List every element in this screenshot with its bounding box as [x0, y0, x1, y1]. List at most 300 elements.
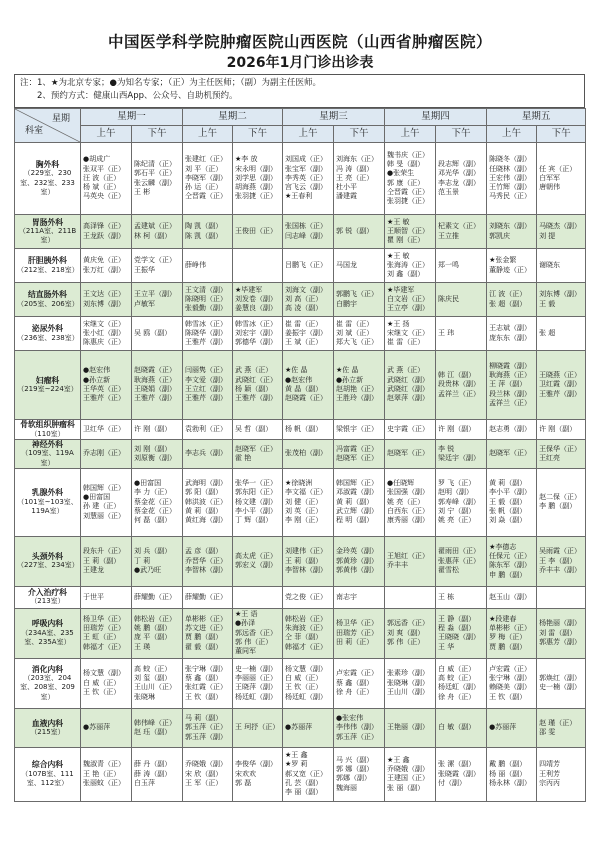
afternoon-doctors-cell: [436, 420, 487, 440]
afternoon-doctors-cell: [334, 249, 385, 283]
doctor-entry: 孙 建（正）: [83, 502, 121, 511]
morning-doctors-cell: [81, 586, 132, 608]
doctor-entry: 乔晋华（正）: [185, 556, 228, 565]
doctor-entry: 郭远香（正）: [235, 628, 278, 637]
afternoon-doctors-cell: [132, 215, 183, 249]
department-rooms: （212室、218室）: [17, 265, 79, 274]
department-name: 泌尿外科: [31, 324, 64, 334]
doctor-entry: 白 威（正）: [285, 674, 323, 683]
morning-doctors-cell: [81, 351, 132, 420]
doctor-entry: 陈惠庆（正）: [83, 338, 125, 347]
morning-doctors-cell: [183, 747, 233, 801]
morning-doctors-cell: [81, 658, 132, 708]
doctor-entry: 邵 雯: [539, 727, 556, 736]
doctor-entry: 刘原衡（副）: [134, 453, 176, 462]
doctor-entry: 王 珂抒（正）: [235, 723, 280, 732]
department-rooms: （109室、119A室）: [21, 449, 74, 467]
doctor-entry: 王山川（副）: [387, 688, 430, 697]
doctor-entry: 赵晓军（正）: [235, 444, 278, 453]
department-cell: [15, 536, 81, 586]
afternoon-doctors-cell: [334, 536, 385, 586]
doctor-entry: 王 毅: [539, 299, 556, 308]
doctor-entry: 王旭红（正）: [387, 552, 430, 561]
department-rooms: （215室）: [30, 727, 65, 736]
doctor-entry: 李文爱（副）: [185, 375, 228, 384]
department-row: [15, 747, 586, 801]
doctor-entry: 董静迹（正）: [489, 265, 532, 274]
doctor-entry: 郭黄珍（副）: [336, 556, 379, 565]
page-subtitle: 2026年1月门诊出诊表: [226, 55, 374, 71]
afternoon-doctors-cell: [132, 143, 183, 215]
doctor-entry: ●张宏伟: [336, 713, 364, 722]
doctor-entry: 杨文建（副）: [235, 497, 278, 506]
morning-doctors-cell: [81, 440, 132, 469]
doctor-entry: 张小红（副）: [83, 328, 125, 337]
doctor-entry: 张 超: [539, 328, 556, 337]
doctor-entry: 郭黄伟（副）: [336, 566, 379, 575]
doctor-entry: 申 鹏（副）: [489, 570, 527, 579]
doctor-entry: 宋永明（副）: [235, 164, 278, 173]
doctor-entry: 宫飞云（副）: [285, 183, 328, 192]
doctor-entry: ●赵宏伟: [83, 366, 111, 375]
doctor-entry: 李晓军（副）: [185, 173, 228, 182]
doctor-entry: 刘 健（正）: [285, 497, 323, 506]
afternoon-doctors-cell: [537, 143, 586, 215]
day-header: 星期一: [81, 109, 183, 126]
afternoon-doctors-cell: [436, 283, 487, 317]
afternoon-doctors-cell: [436, 143, 487, 215]
doctor-entry: 郭 阳（副）: [185, 488, 223, 497]
doctor-entry: 韩松岩（正）: [134, 614, 176, 623]
morning-doctors-cell: [183, 468, 233, 536]
doctor-entry: 王建国（正）: [387, 774, 430, 783]
doctor-entry: 高 蛟（正）: [134, 664, 172, 673]
department-name: 头颈外科: [31, 552, 64, 562]
doctor-entry: 张惠萍（正）: [438, 556, 481, 565]
department-row: [15, 608, 586, 658]
morning-doctors-cell: [183, 586, 233, 608]
afternoon-doctors-cell: [334, 586, 385, 608]
doctor-entry: 郭 伟（正）: [387, 638, 425, 647]
doctor-entry: 王雅芹（副）: [185, 394, 228, 403]
department-row: [15, 143, 586, 215]
doctor-entry: 闫丽隽（正）: [185, 366, 228, 375]
doctor-entry: 郭远香（正）: [387, 619, 430, 628]
department-cell: [15, 586, 81, 608]
morning-doctors-cell: [487, 249, 537, 283]
doctor-entry: 吴雨霞（正）: [539, 547, 582, 556]
morning-doctors-cell: [183, 283, 233, 317]
doctor-entry: 刘海文（副）: [285, 285, 328, 294]
roster-table: [14, 108, 586, 802]
doctor-entry: 杨卫华（正）: [83, 614, 125, 623]
doctor-entry: 武 燕（正）: [387, 366, 425, 375]
doctor-entry: 付（副）: [438, 779, 467, 788]
doctor-entry: 乔晓娥（副）: [387, 765, 430, 774]
department-rooms: （203室、204室、208室、209室）: [20, 674, 75, 701]
morning-doctors-cell: [385, 440, 436, 469]
doctor-entry: 赵翠萍（副）: [387, 394, 430, 403]
doctor-entry: 杨 帆（副）: [285, 424, 323, 433]
doctor-entry: 杨 颖（副）: [235, 385, 273, 393]
doctor-entry: 王 钦（正）: [83, 688, 121, 697]
doctor-entry: 张 帆（副）: [489, 507, 527, 516]
doctor-entry: 李志兵（副）: [185, 449, 228, 458]
doctor-entry: 陶 凯（副）: [185, 222, 223, 231]
doctor-entry: 许 刚（副）: [134, 424, 172, 433]
afternoon-doctors-cell: [537, 708, 586, 747]
afternoon-doctors-cell: [334, 708, 385, 747]
doctor-entry: 霍 艳: [235, 453, 252, 462]
doctor-entry: 杨卫华（正）: [336, 619, 379, 628]
doctor-entry: 田瑞芳（正）: [83, 624, 125, 633]
morning-doctors-cell: [283, 586, 334, 608]
afternoon-doctors-cell: [334, 143, 385, 215]
doctor-entry: 金玲英（副）: [336, 547, 379, 556]
department-cell: [15, 608, 81, 658]
doctor-entry: 蔡 鑫（副）: [336, 678, 374, 687]
morning-doctors-cell: [183, 351, 233, 420]
morning-doctors-cell: [81, 747, 132, 801]
doctor-entry: 徐 舟（正）: [336, 688, 374, 697]
doctor-entry: 韩 旻（副）: [387, 159, 425, 168]
afternoon-doctors-cell: [132, 747, 183, 801]
morning-doctors-cell: [283, 283, 334, 317]
doctor-entry: ★王 敏: [387, 251, 410, 260]
doctor-entry: 徐 舟（正）: [438, 692, 476, 701]
department-row: [15, 283, 586, 317]
doctor-entry: 任 宾（正）: [539, 164, 577, 173]
afternoon-doctors-cell: [233, 215, 283, 249]
doctor-entry: 薛 丹（副）: [134, 760, 172, 769]
doctor-entry: 赵 瑾（正）: [539, 718, 577, 727]
doctor-entry: 翟雨田（正）: [438, 547, 481, 556]
doctor-entry: 杨 丽（副）: [489, 769, 527, 778]
doctor-entry: 马秀民（正）: [489, 192, 532, 201]
doctor-entry: 刘 高（正）: [285, 294, 323, 303]
morning-doctors-cell: [487, 468, 537, 536]
doctor-entry: 刘东博（副）: [539, 290, 582, 299]
doctor-entry: 张晓琳（副）: [387, 678, 430, 687]
morning-doctors-cell: [183, 708, 233, 747]
department-cell: [15, 215, 81, 249]
doctor-entry: 宋 欣（副）: [185, 769, 223, 778]
morning-doctors-cell: [487, 608, 537, 658]
doctor-entry: 姚 亮（正）: [438, 516, 476, 525]
morning-doctors-cell: [183, 420, 233, 440]
afternoon-doctors-cell: [233, 747, 283, 801]
doctor-entry: ★李 放: [235, 155, 258, 164]
doctor-entry: 薛峥伟: [185, 260, 207, 269]
doctor-entry: 梁银宇（正）: [336, 424, 379, 433]
department-name: 肝胆胰外科: [28, 256, 67, 266]
doctor-entry: 杨廷虹（副）: [438, 683, 481, 692]
department-rooms: （110室）: [30, 429, 65, 438]
department-row: [15, 658, 586, 708]
doctor-entry: 武晓红（副）: [387, 385, 430, 393]
doctor-entry: 崔 雷（正）: [387, 338, 425, 347]
doctor-entry: 刘发卷（副）: [235, 294, 278, 303]
doctor-entry: 罗 梅（正）: [489, 633, 527, 642]
doctor-entry: 韩国辉（正）: [336, 479, 379, 488]
doctor-entry: 吕鹏飞（正）: [285, 260, 328, 269]
doctor-entry: 李 丽（副）: [285, 788, 323, 797]
morning-doctors-cell: [183, 440, 233, 469]
morning-doctors-cell: [283, 143, 334, 215]
doctor-entry: 汪 波（正）: [83, 173, 121, 182]
doctor-entry: 姜振宇（副）: [285, 328, 328, 337]
department-row: [15, 215, 586, 249]
doctor-entry: 丁 莉: [134, 556, 151, 565]
doctor-entry: 王 虹（正）: [83, 633, 121, 642]
doctor-entry: 张万红（副）: [83, 265, 125, 274]
afternoon-doctors-cell: [233, 608, 283, 658]
doctor-entry: 魏淑青（正）: [83, 760, 125, 769]
doctor-entry: 刘东博（副）: [83, 299, 125, 308]
doctor-entry: 薛耀勤（正）: [185, 592, 228, 601]
afternoon-doctors-cell: [537, 351, 586, 420]
doctor-entry: 马晓杰（副）: [539, 222, 582, 231]
doctor-entry: 郭 娜（副）: [336, 765, 374, 774]
doctor-entry: ●赵宏伟: [285, 375, 313, 384]
doctor-entry: 宗丙丙: [539, 779, 561, 788]
morning-doctors-cell: [487, 351, 537, 420]
afternoon-doctors-cell: [436, 708, 487, 747]
doctor-entry: 郭玉萍（副）: [185, 732, 228, 741]
doctor-entry: 杨艳丽（副）: [539, 619, 582, 628]
doctor-entry: 宋继文（正）: [83, 319, 125, 328]
department-row: [15, 420, 586, 440]
doctor-entry: 王晓萍（副）: [235, 683, 278, 692]
doctor-entry: 王 莉（副）: [83, 556, 121, 565]
doctor-entry: 张国强（副）: [387, 488, 430, 497]
afternoon-doctors-cell: [334, 317, 385, 351]
afternoon-doctors-cell: [233, 468, 283, 536]
doctor-entry: 刘 平（正）: [185, 164, 223, 173]
doctor-entry: 王 彬: [134, 187, 151, 196]
doctor-entry: 冯富霞（正）: [336, 444, 379, 453]
doctor-entry: 陈 凯（副）: [185, 231, 223, 240]
doctor-entry: 郭鹏飞（正）: [336, 290, 379, 299]
doctor-entry: 郭玉萍（正）: [336, 732, 379, 741]
department-rooms: （101室~103室、119A室）: [17, 497, 78, 516]
doctor-entry: 高太虎（正）: [235, 552, 278, 561]
doctor-entry: 赵 珏（副）: [134, 727, 172, 736]
doctor-entry: 史宇霞（正）: [387, 424, 430, 433]
doctor-entry: 张丽蚊（正）: [83, 779, 125, 788]
doctor-entry: 郭寿峰（副）: [438, 497, 481, 506]
doctor-entry: 王山川（正）: [134, 683, 176, 692]
morning-doctors-cell: [487, 143, 537, 215]
doctor-entry: 王利芳: [539, 769, 561, 778]
doctor-entry: 胡海燕（副）: [235, 183, 278, 192]
doctor-entry: 郭东阳（正）: [235, 488, 278, 497]
doctor-entry: 王 军（正）: [185, 779, 223, 788]
morning-doctors-cell: [385, 708, 436, 747]
doctor-entry: 刘宏宇（副）: [235, 328, 278, 337]
doctor-entry: 王晓晓（副）: [438, 633, 481, 642]
department-rooms: （236室、238室）: [17, 333, 79, 342]
morning-header: 上午: [183, 126, 233, 143]
doctor-entry: 黄 莉（副）: [185, 507, 223, 516]
doctor-entry: 林 柯（副）: [134, 231, 172, 240]
doctor-entry: 黄庆免（正）: [83, 256, 125, 265]
doctor-entry: 李 锐: [438, 444, 455, 453]
morning-doctors-cell: [283, 468, 334, 536]
department-cell: [15, 440, 81, 469]
doctor-entry: 薛耀勤（正）: [134, 592, 176, 601]
doctor-entry: 王雅芹（副）: [235, 394, 278, 403]
department-row: [15, 468, 586, 536]
doctor-entry: 薛 涛（副）: [134, 769, 172, 778]
doctor-entry: 郭焕红（副）: [539, 674, 582, 683]
doctor-entry: 白军军: [539, 173, 561, 182]
afternoon-doctors-cell: [334, 440, 385, 469]
doctor-entry: 谢晓东: [539, 260, 561, 269]
doctor-entry: 韩福才（正）: [285, 642, 328, 651]
afternoon-doctors-cell: [436, 468, 487, 536]
department-rooms: （107B室、111室、112室）: [21, 769, 74, 788]
doctor-entry: 张云麟（副）: [134, 178, 176, 187]
doctor-entry: ★王春利: [285, 192, 313, 201]
doctor-entry: 赵胡艳（正）: [336, 385, 379, 393]
doctor-entry: 白西东（正）: [387, 507, 430, 516]
doctor-entry: 赵晓霞（正）: [134, 366, 176, 375]
doctor-entry: 王雅芹（副）: [185, 338, 228, 347]
afternoon-doctors-cell: [436, 586, 487, 608]
doctor-entry: 卫红霞（副）: [539, 380, 582, 389]
doctor-entry: 乔丰丰: [387, 561, 409, 570]
doctor-entry: 郭 伟（正）: [235, 638, 273, 647]
afternoon-doctors-cell: [233, 249, 283, 283]
department-name: 结直肠外科: [28, 290, 67, 300]
doctor-entry: ●田富国: [83, 493, 111, 502]
department-cell: [15, 658, 81, 708]
morning-doctors-cell: [183, 215, 233, 249]
doctor-entry: 张双平（正）: [83, 164, 125, 173]
doctor-entry: ●孙泽: [235, 619, 256, 628]
doctor-entry: 乔晓娥（副）: [185, 760, 228, 769]
afternoon-header: 下午: [334, 126, 385, 143]
doctor-entry: 刘 刚（副）: [134, 444, 172, 453]
doctor-entry: 邓淑霞（副）: [336, 488, 379, 497]
department-rooms: （205室、206室）: [17, 299, 79, 308]
doctor-entry: 马国龙: [336, 260, 358, 269]
morning-doctors-cell: [283, 608, 334, 658]
doctor-entry: 仝晋霞（正）: [185, 192, 228, 201]
doctor-entry: 刘 提: [539, 231, 556, 240]
doctor-entry: 李 鹏（副）: [539, 502, 577, 511]
morning-doctors-cell: [183, 249, 233, 283]
department-name: 呼吸内科: [31, 619, 64, 629]
doctor-entry: 李 力（正）: [134, 488, 172, 497]
doctor-entry: ★佐 晶: [285, 366, 308, 375]
morning-doctors-cell: [81, 283, 132, 317]
doctor-entry: ★王 鑫: [285, 751, 308, 760]
doctor-entry: 郑一鸣: [438, 260, 460, 269]
doctor-entry: 吴 哲（副）: [235, 424, 273, 433]
doctor-entry: 王振华: [134, 265, 155, 274]
doctor-entry: 陈纪清（正）: [134, 159, 176, 168]
doctor-entry: 王 亮（正）: [336, 173, 374, 182]
doctor-entry: 于世平: [83, 592, 104, 601]
doctor-entry: 许 刚（副）: [539, 424, 577, 433]
morning-doctors-cell: [487, 586, 537, 608]
doctor-entry: 张宁琳（副）: [185, 664, 228, 673]
day-header: 星期三: [283, 109, 385, 126]
doctor-entry: 白 敏（副）: [438, 723, 476, 732]
doctor-entry: 王 栋: [438, 592, 455, 601]
morning-doctors-cell: [283, 708, 334, 747]
doctor-entry: 魏海丽: [336, 783, 358, 792]
doctor-entry: 王 玮: [438, 328, 455, 337]
afternoon-doctors-cell: [132, 283, 183, 317]
department-name: 介入治疗科: [28, 588, 67, 598]
doctor-entry: 张红霞（正）: [185, 683, 228, 692]
morning-doctors-cell: [385, 536, 436, 586]
ampm-row: [15, 126, 586, 143]
doctor-entry: 张 超（副）: [489, 299, 527, 308]
afternoon-doctors-cell: [233, 283, 283, 317]
doctor-entry: ★徐晓洲: [285, 479, 313, 488]
morning-doctors-cell: [385, 317, 436, 351]
morning-doctors-cell: [183, 143, 233, 215]
doctor-entry: 陈晓明（正）: [185, 294, 228, 303]
morning-doctors-cell: [81, 536, 132, 586]
department-row: [15, 586, 586, 608]
afternoon-doctors-cell: [233, 536, 283, 586]
afternoon-doctors-cell: [132, 468, 183, 536]
department-name: 胃肠外科: [31, 217, 64, 227]
doctor-entry: 王保华（正）: [539, 444, 582, 453]
doctor-entry: 陈庆民: [438, 294, 460, 303]
roster-body: [15, 143, 586, 802]
department-name: 胸外科: [35, 159, 60, 169]
doctor-entry: 单彬彬（正）: [489, 624, 532, 633]
department-cell: [15, 708, 81, 747]
doctor-entry: 郭凯庆: [489, 231, 511, 240]
morning-doctors-cell: [283, 658, 334, 708]
doctor-entry: 宋继文（正）: [387, 328, 430, 337]
morning-doctors-cell: [385, 420, 436, 440]
doctor-entry: 王华英（正）: [83, 385, 125, 393]
doctor-entry: 高 凌（副）: [285, 304, 323, 313]
page-title: 中国医学科学院肿瘤医院山西医院（山西省肿瘤医院）: [107, 33, 492, 51]
doctor-entry: 郭玉萍（正）: [185, 723, 228, 732]
doctor-entry: 王艳丽（副）: [387, 723, 430, 732]
doctor-entry: 黄 晶（副）: [285, 385, 323, 393]
morning-header: 上午: [283, 126, 334, 143]
morning-doctors-cell: [385, 658, 436, 708]
doctor-entry: 党学文（正）: [134, 256, 176, 265]
department-cell: [15, 420, 81, 440]
corner-header: [15, 109, 81, 143]
department-cell: [15, 351, 81, 420]
afternoon-doctors-cell: [233, 143, 283, 215]
doctor-entry: ●任晓辉: [387, 479, 415, 488]
doctor-entry: 赵玉山（副）: [489, 592, 532, 601]
afternoon-doctors-cell: [132, 440, 183, 469]
doctor-entry: 黄 莉（副）: [336, 497, 374, 506]
doctor-entry: 蔡金花（正）: [134, 497, 176, 506]
afternoon-header: 下午: [436, 126, 487, 143]
doctor-entry: 王文达（正）: [83, 290, 125, 299]
morning-doctors-cell: [385, 283, 436, 317]
afternoon-doctors-cell: [233, 420, 283, 440]
afternoon-doctors-cell: [132, 586, 183, 608]
doctor-entry: 赵晓军（正）: [336, 453, 379, 462]
doctor-entry: 韩雪冰（正）: [235, 319, 278, 328]
